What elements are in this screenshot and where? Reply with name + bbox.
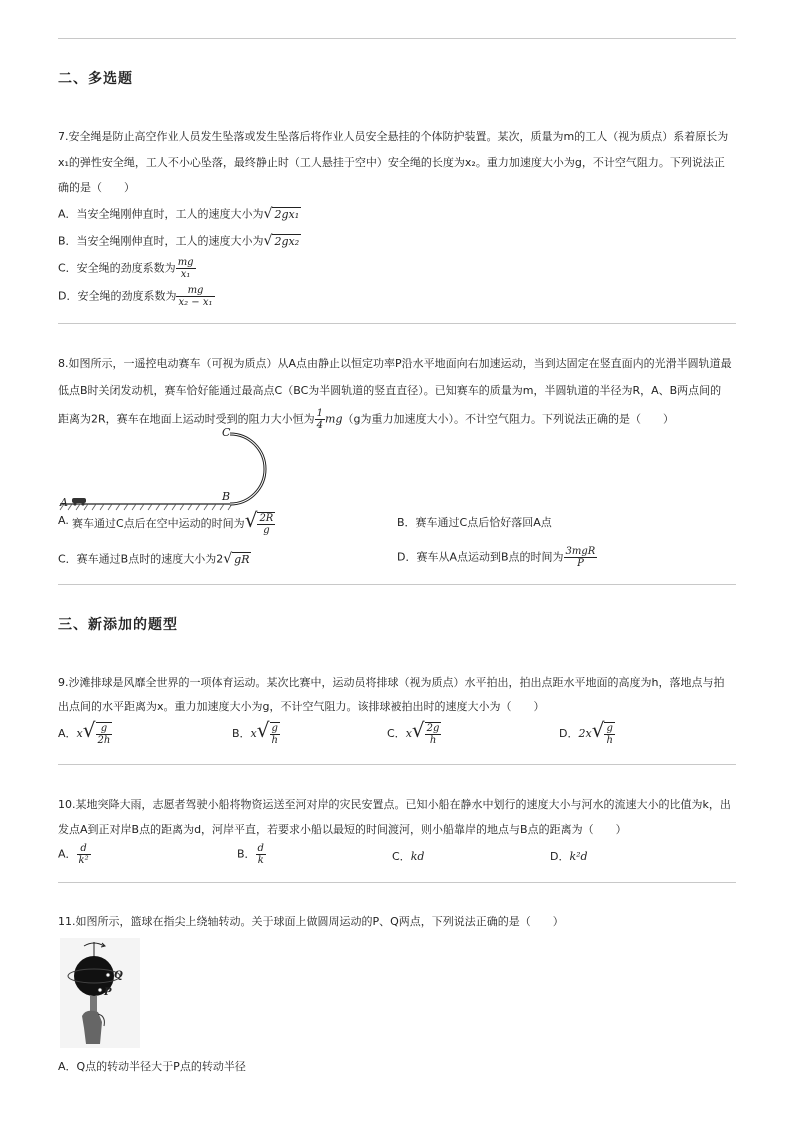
q8-option-a-body[interactable] [72,508,275,536]
q8-quarter-fraction: $\frac{1}{4}$ [316,408,324,431]
divider-q8 [58,584,736,585]
q8-option-a-sqrt: √ $\frac{2R}{g}$ [244,508,274,536]
q8-track-figure [58,424,278,514]
q8-stem-line2: 低点B时关闭发动机，赛车恰好能通过最高点C（BC为半圆轨道的竖直直径）。已知赛车的质量为m，半圆轨道的半径为R，A、B两点间的 [58,384,722,397]
q8-figure-label-b: B [222,490,231,503]
q7-option-b-sqrt: √ 2gx₂ [263,233,300,249]
q7-option-c-fraction: $\frac{mg}{\text{x₁}}$ [177,257,194,280]
q9-option-b-sqrt: √ $\frac{g}{h}$ [256,718,278,746]
q7-option-d[interactable] [58,285,215,308]
q7-stem-line3: 确的是（ ） [58,181,135,194]
q9-option-c-sqrt: √ $\frac{2g}{h}$ [411,718,440,746]
section-title-new-type: 三、新添加的题型 [58,617,178,633]
q7-option-a-sqrt: √ 2gx₁ [263,206,300,222]
q9-option-b[interactable]: B．x√ $\frac{g}{h}$ [232,718,278,746]
q7-option-c[interactable] [58,257,196,280]
q8-option-d-fraction: $\frac{\text{3mgR}}{P}$ [565,546,596,569]
divider-top [58,38,736,39]
q8-stem-line1: 8.如图所示，一遥控电动赛车（可视为质点）从A点由静止以恒定功率P沿水平地面向右加速运动，当到达固定在竖直面内的光滑半圆轨道最 [58,357,732,370]
q8-option-d[interactable] [397,546,597,569]
q10-option-d[interactable]: D．k²d [550,850,588,863]
section-title-multiple-choice: 二、多选题 [58,71,133,87]
q10-stem-line2: 发点A到正对岸B点的距离为d，河岸平直，若要求小船以最短的时间渡河，则小船靠岸的地点与B点的距离为（ ） [58,823,627,836]
q10-option-c[interactable]: C．kd [392,850,425,863]
q11-figure-label-p: P [104,987,112,998]
q10-option-b[interactable]: B． $\frac{d}{k}$ [237,843,264,866]
q9-stem-line2: 出点间的水平距离为x。重力加速度大小为g，不计空气阻力。该排球被拍出时的速度大小为（ ） [58,700,545,713]
q9-option-a[interactable]: A．x√ $\frac{g}{2h}$ [58,718,111,746]
divider-q9 [58,764,736,765]
q7-option-a-text: A．当安全绳刚伸直时，工人的速度大小为 [58,207,264,221]
q8-figure-label-a: A [60,496,68,509]
q8-option-a[interactable] [58,514,69,528]
q8-option-c-sqrt: √ gR [223,551,250,567]
q7-option-d-text: D．安全绳的劲度系数为 [58,289,177,303]
q8-option-c[interactable] [58,552,251,567]
q8-stem-line3: 距离为2R，赛车在地面上运动时受到的阻力大小恒为 $\frac{1}{4}$ mg（g为重力加速度大小）。不计空气阻力。下列说法正确的是（ ） [58,408,674,431]
q7-stem-line1: 7.安全绳是防止高空作业人员发生坠落或发生坠落后将作业人员安全悬挂的个体防护装置。某次，质量为m的工人（视为质点）系着原长为 [58,130,729,143]
q9-stem-line1: 9.沙滩排球是风靡全世界的一项体育运动。某次比赛中，运动员将排球（视为质点）水平拍出，拍出点距水平地面的高度为h，落地点与拍 [58,676,725,689]
q10-option-a-fraction: $\frac{d}{\text{k²}}$ [78,843,89,866]
q8-option-d-text: D．赛车从A点运动到B点的时间为 [397,550,564,564]
q9-option-d[interactable]: D．2x√ $\frac{g}{h}$ [559,718,613,746]
divider-q7 [58,323,736,324]
q9-option-a-sqrt: √ $\frac{g}{2h}$ [82,718,111,746]
q8-option-c-text: C．赛车通过B点时的速度大小为2 [58,552,224,566]
q7-option-a[interactable] [58,207,301,222]
q8-option-b[interactable]: B．赛车通过C点后恰好落回A点 [397,516,552,529]
q7-option-b[interactable] [58,234,301,249]
q11-stem-line1: 11.如图所示，篮球在指尖上绕轴转动。关于球面上做圆周运动的P、Q两点，下列说法正确的是（ ） [58,915,564,928]
q10-option-b-fraction: $\frac{d}{k}$ [257,843,264,866]
q8-option-a-text: 赛车通过C点后在空中运动的时间为 [72,517,245,530]
q9-option-d-sqrt: √ $\frac{g}{h}$ [591,718,613,746]
q7-option-d-fraction: $\frac{mg}{\text{x₂ − x₁}}$ [178,285,213,308]
q10-option-a[interactable]: A． $\frac{d}{\text{k²}}$ [58,843,89,866]
q11-basketball-figure [60,938,140,1048]
q11-figure-label-q: Q [114,970,123,981]
q11-option-a[interactable]: A．Q点的转动半径大于P点的转动半径 [58,1060,246,1073]
q7-stem-line2: x₁的弹性安全绳，工人不小心坠落，最终静止时（工人悬挂于空中）安全绳的长度为x₂。重力加速度大小为g，不计空气阻力。下列说法正 [58,156,725,169]
q8-figure-label-c: C [222,426,231,439]
q8-option-a-label: A. [58,514,69,527]
divider-q10 [58,882,736,883]
q7-option-c-text: C．安全绳的劲度系数为 [58,261,176,275]
q10-stem-line1: 10.某地突降大雨，志愿者驾驶小船将物资运送至河对岸的灾民安置点。已知小船在静水中划行的速度大小与河水的流速大小的比值为k，出 [58,798,731,811]
q9-option-c[interactable]: C．x√ $\frac{2g}{h}$ [387,718,440,746]
q7-option-b-text: B．当安全绳刚伸直时，工人的速度大小为 [58,234,264,248]
